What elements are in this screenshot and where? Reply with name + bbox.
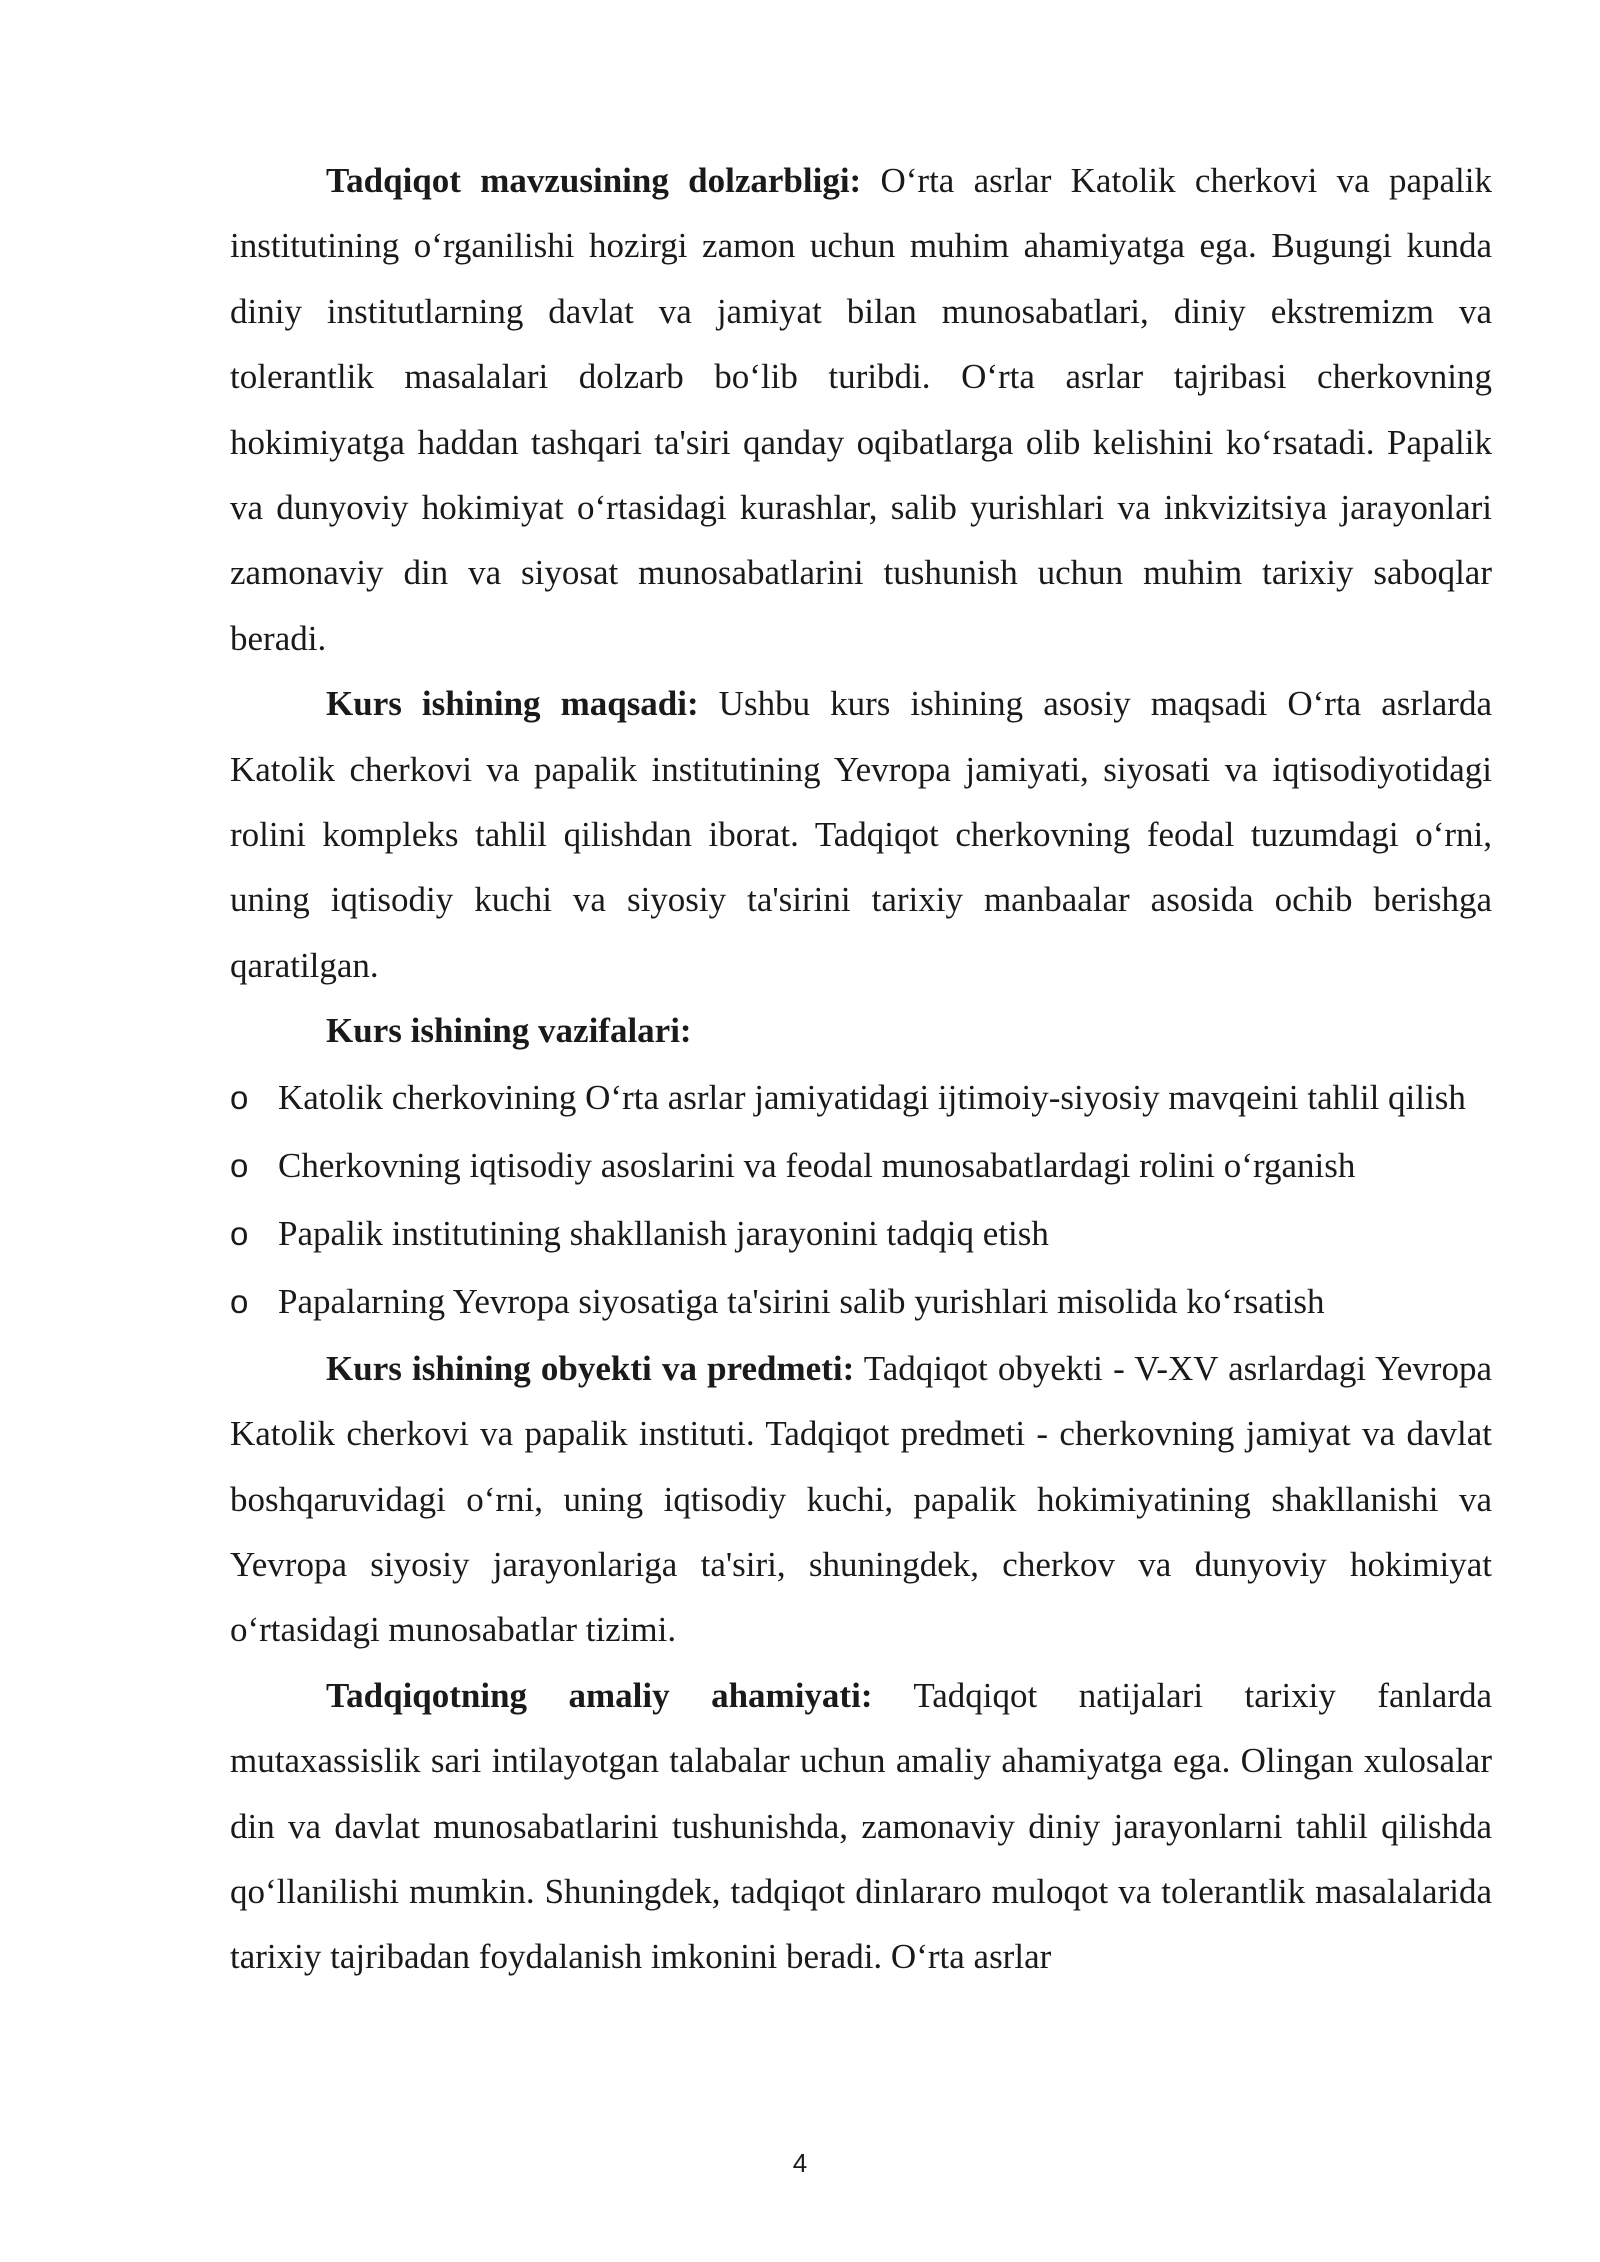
tasks-heading: Kurs ishining vazifalari:	[326, 1011, 692, 1051]
practical-heading: Tadqiqotning amaliy ahamiyati:	[326, 1675, 873, 1715]
list-item	[230, 1064, 1492, 1132]
list-item	[230, 1268, 1492, 1336]
relevance-paragraph	[230, 148, 1492, 671]
bullet-icon: o	[230, 1146, 249, 1184]
list-item-text: Papalik institutining shakllanish jarayonini tadqiq etish	[278, 1213, 1049, 1253]
relevance-heading: Tadqiqot mavzusining dolzarbligi:	[326, 161, 862, 200]
document-page	[230, 148, 1492, 1990]
list-item	[230, 1132, 1492, 1200]
tasks-list	[230, 1064, 1492, 1336]
bullet-icon: o	[230, 1214, 249, 1252]
practical-paragraph	[230, 1663, 1492, 1990]
object-paragraph	[230, 1336, 1492, 1663]
bullet-icon: o	[230, 1078, 249, 1116]
relevance-text: O‘rta asrlar Katolik cherkovi va papalik institutining o‘rganilishi hozirgi zamon uchun muhim ahamiyatga ega. Bugungi kunda diniy institutlarning davlat va jamiyat bilan munosabatlari, diniy ekstremizm va tolerantlik masalalari dolzarb bo‘lib turibdi. O‘rta asrlar tajribasi cherkovning hokimiyatga haddan tashqari ta'siri qanday oqibatlarga olib kelishini ko‘rsatadi. Papalik va dunyoviy hokimiyat o‘rtasidagi kurashlar, salib yurishlari va inkvizitsiya jarayonlari zamonaviy din va siyosat munosabatlarini tushunish uchun muhim tarixiy saboqlar beradi.	[230, 161, 1492, 658]
list-item-text: Papalarning Yevropa siyosatiga ta'sirini salib yurishlari misolida ko‘rsatish	[278, 1281, 1325, 1321]
list-item-text: Cherkovning iqtisodiy asoslarini va feodal munosabatlardagi rolini o‘rganish	[278, 1145, 1356, 1185]
page-number: 4	[792, 2148, 808, 2178]
goal-paragraph	[230, 671, 1492, 998]
bullet-icon: o	[230, 1282, 249, 1320]
list-item	[230, 1200, 1492, 1268]
practical-text: Tadqiqot natijalari tarixiy fanlarda mutaxassislik sari intilayotgan talabalar uchun amaliy ahamiyatga ega. Olingan xulosalar din va davlat munosabatlarini tushunishda, zamonaviy diniy jarayonlarni tahlil qilishda qo‘llanilishi mumkin. Shuningdek, tadqiqot dinlararo muloqot va tolerantlik masalalarida tarixiy tajribadan foydalanish imkonini beradi. O‘rta asrlar	[230, 1675, 1493, 1977]
goal-heading: Kurs ishining maqsadi:	[326, 684, 699, 724]
object-heading: Kurs ishining obyekti va predmeti:	[326, 1348, 855, 1388]
object-text: Tadqiqot obyekti - V-XV asrlardagi Yevropa Katolik cherkovi va papalik instituti. Tadqiqot predmeti - cherkovning jamiyat va davlat boshqaruvidagi o‘rni, uning iqtisodiy kuchi, papalik hokimiyatining shakllanishi va Yevropa siyosiy jarayonlariga ta'siri, shuningdek, cherkov va dunyoviy hokimiyat o‘rtasidagi munosabatlar tizimi.	[230, 1348, 1492, 1650]
goal-text: Ushbu kurs ishining asosiy maqsadi O‘rta asrlarda Katolik cherkovi va papalik institutining Yevropa jamiyati, siyosati va iqtisodiyotidagi rolini kompleks tahlil qilishdan iborat. Tadqiqot cherkovning feodal tuzumdagi o‘rni, uning iqtisodiy kuchi va siyosiy ta'sirini tarixiy manbaalar asosida ochib berishga qaratilgan.	[230, 684, 1492, 985]
list-item-text: Katolik cherkovining O‘rta asrlar jamiyatidagi ijtimoiy-siyosiy mavqeini tahlil qilish	[278, 1077, 1466, 1117]
